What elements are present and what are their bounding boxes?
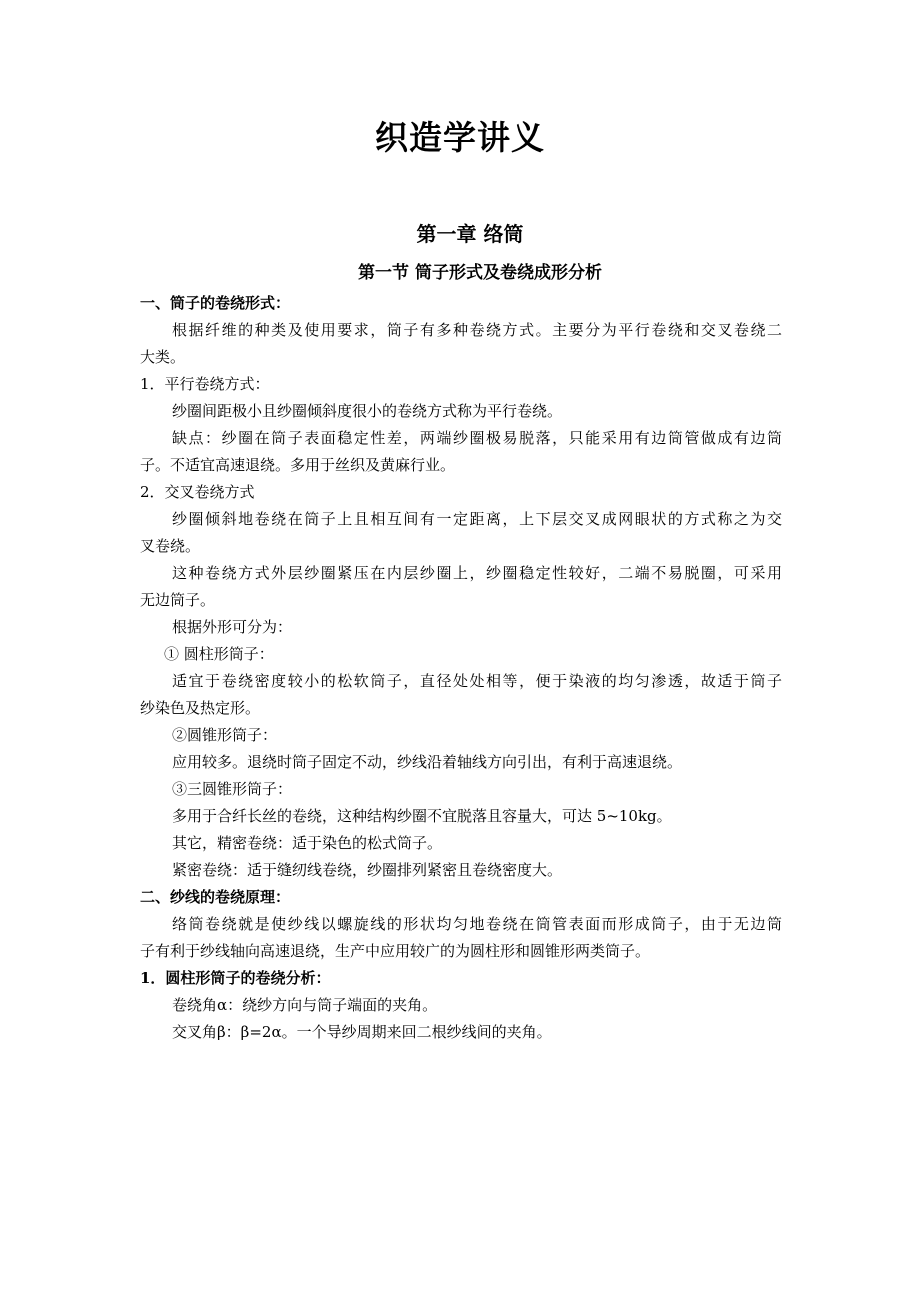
body-text-line: 纱染色及热定形。 [140,699,261,717]
chapter-heading: 第一章 络筒 [416,222,524,246]
body-text-line: 叉卷绕。 [140,537,201,555]
body-text-line: 缺点：纱圈在筒子表面稳定性差，两端纱圈极易脱落，只能采用有边筒管做成有边筒 [172,429,782,447]
body-text-line: ②圆锥形筒子： [172,726,278,744]
body-text-line: 大类。 [140,348,186,366]
body-text-line: 络筒卷绕就是使纱线以螺旋线的形状均匀地卷绕在筒管表面而形成筒子，由于无边筒 [172,915,782,933]
body-text-line: 纱圈间距极小且纱圈倾斜度很小的卷绕方式称为平行卷绕。 [172,402,563,420]
body-text-line: 卷绕角α：绕纱方向与筒子端面的夹角。 [172,996,438,1014]
body-text-line: 子有利于纱线轴向高速退绕，生产中应用较广的为圆柱形和圆锥形两类筒子。 [140,942,651,960]
body-text-line: 纱圈倾斜地卷绕在筒子上且相互间有一定距离，上下层交叉成网眼状的方式称之为交 [172,510,782,528]
body-text-line: 交叉角β：β=2α。一个导纱周期来回二根纱线间的夹角。 [172,1023,552,1041]
body-text-line: 多用于合纤长丝的卷绕，这种结构纱圈不宜脱落且容量大，可达 5~10kg。 [172,807,672,825]
document-title: 织造学讲义 [375,118,545,157]
body-heading-line: 二、纱线的卷绕原理： [140,888,291,906]
body-heading-line: 一、筒子的卷绕形式： [140,294,291,312]
body-text-line: 这种卷绕方式外层纱圈紧压在内层纱圈上，纱圈稳定性较好，二端不易脱圈，可采用 [172,564,782,582]
body-text-line: 子。不适宜高速退绕。多用于丝织及黄麻行业。 [140,456,456,474]
section-heading: 第一节 筒子形式及卷绕成形分析 [358,263,602,283]
body-text-line: 适宜于卷绕密度较小的松软筒子，直径处处相等，便于染液的均匀渗透，故适于筒子 [172,672,782,690]
body-text-line: 根据纤维的种类及使用要求，筒子有多种卷绕方式。主要分为平行卷绕和交叉卷绕二 [172,321,782,339]
body-text-line: 其它，精密卷绕：适于染色的松式筒子。 [172,834,443,852]
body-text-line: 1．平行卷绕方式： [140,375,270,393]
body-text-line: ③三圆锥形筒子： [172,780,293,798]
body-text-line: ① 圆柱形筒子： [164,645,274,663]
body-text-line: 根据外形可分为： [172,618,293,636]
document-body [140,290,782,1046]
body-heading-line: 1．圆柱形筒子的卷绕分析： [140,969,331,987]
body-text-line: 紧密卷绕：适于缝纫线卷绕，纱圈排列紧密且卷绕密度大。 [172,861,563,879]
body-text-line: 2．交叉卷绕方式 [140,483,255,501]
body-text-line: 应用较多。退绕时筒子固定不动，纱线沿着轴线方向引出，有利于高速退绕。 [172,753,683,771]
body-text-line: 无边筒子。 [140,591,216,609]
